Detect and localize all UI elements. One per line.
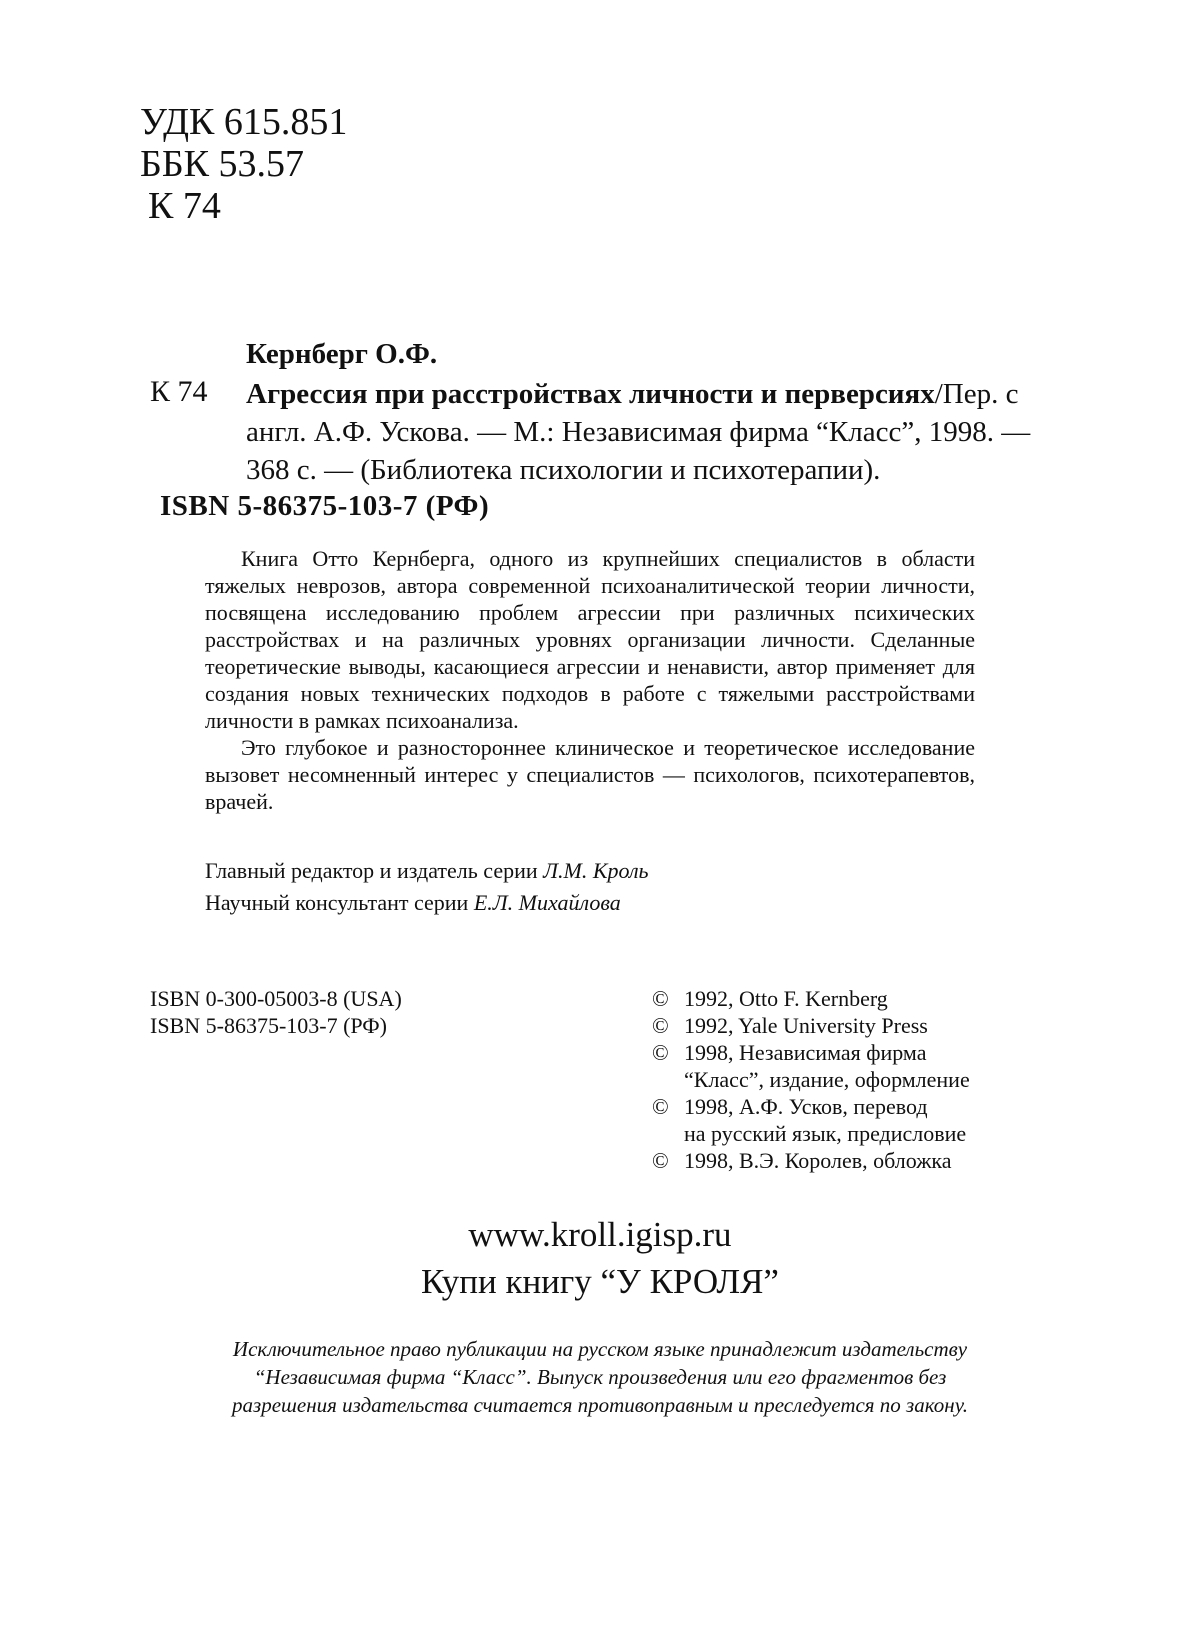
imprint: /Пер. с англ. А.Ф. Ускова. — М.: Независимая фирма “Класс”, 1998. — 368 с. — (Библиотека психологии и психотерапии). xyxy=(246,378,1031,486)
website-url[interactable]: www.kroll.igisp.ru xyxy=(468,1215,732,1254)
copyright-text: 1998, Независимая фирма xyxy=(684,1040,927,1065)
copyright-list xyxy=(652,985,970,1174)
bbk-code: ББК 53.57 xyxy=(140,143,304,185)
author-name: Кернберг О.Ф. xyxy=(246,338,438,370)
abstract xyxy=(205,545,975,815)
author-mark-code: К 74 xyxy=(148,185,221,227)
copyright-entry xyxy=(652,1039,970,1066)
copyright-entry xyxy=(652,1093,970,1120)
copyright-symbol: © xyxy=(652,986,669,1011)
series-editor-name: Л.М. Кроль xyxy=(543,858,649,883)
abstract-paragraph: Это глубокое и разностороннее клиническое и теоретическое исследование вызовет несомненный интерес у специалистов — психологов, психотерапевтов, врачей. xyxy=(205,735,975,814)
rights-line: Исключительное право публикации на русском языке принадлежит издательству xyxy=(232,1337,968,1361)
rights-line: разрешения издательства считается противоправным и преследуется по закону. xyxy=(232,1393,968,1417)
promo-slogan: Купи книгу “У КРОЛЯ” xyxy=(421,1262,779,1301)
isbn-entry: ISBN 0-300-05003-8 (USA) xyxy=(150,986,402,1011)
series-consultant xyxy=(205,890,621,916)
copyright-text: 1992, Yale University Press xyxy=(684,1013,928,1038)
copyright-text: 1998, А.Ф. Усков, перевод xyxy=(684,1094,928,1119)
copyright-text: 1992, Otto F. Kernberg xyxy=(684,986,888,1011)
copyright-symbol: © xyxy=(652,1040,669,1065)
series-consultant-name: Е.Л. Михайлова xyxy=(473,890,621,915)
copyright-text: 1998, В.Э. Королев, обложка xyxy=(684,1148,952,1173)
copyright-entry-continued xyxy=(652,1066,970,1093)
rights-line: “Независимая фирма “Класс”. Выпуск произведения или его фрагментов без xyxy=(253,1365,947,1389)
udk-code: УДК 615.851 xyxy=(140,101,348,143)
series-consultant-label: Научный консультант серии xyxy=(205,890,474,915)
copyright-symbol: © xyxy=(652,1094,669,1119)
series-editor-label: Главный редактор и издатель серии xyxy=(205,858,544,883)
isbn-list xyxy=(150,985,402,1039)
bibliographic-title xyxy=(246,375,1046,489)
copyright-symbol: © xyxy=(652,1013,669,1038)
abstract-paragraph: Книга Отто Кернберга, одного из крупнейших специалистов в области тяжелых неврозов, автора современной психоаналитической теории личности, посвящена исследованию проблем агрессии при различных психических расстройствах и на различных уровнях организации личности. Сделанные теоретические выводы, касающиеся агрессии и ненависти, автор применяет для создания новых технических подходов в работе с тяжелыми расстройствами личности в рамках психоанализа. xyxy=(205,546,975,733)
author-mark-inline: К 74 xyxy=(150,375,208,408)
copyright-symbol: © xyxy=(652,1148,669,1173)
series-editor xyxy=(205,858,649,884)
rights-notice xyxy=(140,1335,1060,1419)
copyright-text: “Класс”, издание, оформление xyxy=(684,1067,970,1092)
isbn-entry: ISBN 5-86375-103-7 (РФ) xyxy=(150,1013,387,1038)
book-title: Агрессия при расстройствах личности и перверсиях xyxy=(246,378,935,410)
copyright-entry xyxy=(652,985,970,1012)
copyright-text: на русский язык, предисловие xyxy=(684,1121,967,1146)
copyright-entry xyxy=(652,1012,970,1039)
copyright-entry-continued xyxy=(652,1120,970,1147)
isbn-primary: ISBN 5-86375-103-7 (РФ) xyxy=(160,490,490,522)
copyright-entry xyxy=(652,1147,970,1174)
